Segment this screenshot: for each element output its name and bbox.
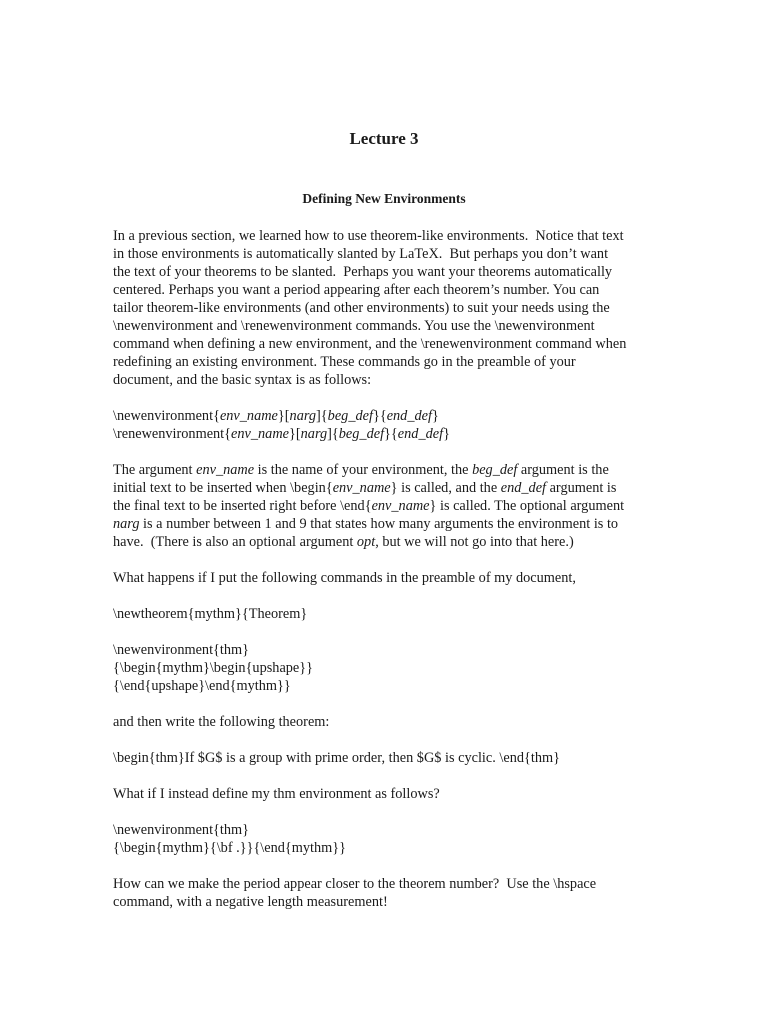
newenvironment-syntax: \newenvironment{env_name}[narg]{beg_def}{end_def} (113, 408, 439, 424)
text-line: The argument env_name is the name of your environment, the beg_def argument is the (113, 462, 609, 478)
code-line: {\end{upshape}\end{mythm}} (113, 678, 291, 694)
text-line: in those environments is automatically slanted by LaTeX. But perhaps you don’t want (113, 246, 609, 262)
alternative-question: What if I instead define my thm environment as follows? (113, 786, 440, 802)
text-line: command, with a negative length measurement! (113, 894, 388, 910)
document-body (113, 227, 673, 911)
code-line: {\begin{mythm}\begin{upshape}} (113, 660, 314, 676)
renewenvironment-syntax: \renewenvironment{env_name}[narg]{beg_def}{end_def} (113, 426, 450, 442)
theorem-example-code: \begin{thm}If $G$ is a group with prime order, then $G$ is cyclic. \end{thm} (113, 750, 560, 766)
text-line: the final text to be inserted right before \end{env_name} is called. The optional argument (113, 498, 625, 514)
text-line: redefining an existing environment. These commands go in the preamble of your (113, 354, 576, 370)
text-line: \newenvironment and \renewenvironment commands. You use the \newenvironment (113, 318, 595, 334)
text-line: document, and the basic syntax is as follows: (113, 372, 372, 388)
section-heading: Defining New Environments (302, 191, 466, 206)
text-line: the text of your theorems to be slanted. Perhaps you want your theorems automatically (113, 264, 613, 280)
alternative-definition-code (113, 821, 673, 857)
text-line: tailor theorem-like environments (and other environments) to suit your needs using the (113, 300, 610, 316)
syntax-block (113, 407, 673, 443)
text-line: narg is a number between 1 and 9 that states how many arguments the environment is to (113, 516, 619, 532)
question-paragraph: What happens if I put the following commands in the preamble of my document, (113, 570, 576, 586)
text-line: command when defining a new environment, and the \renewenvironment command when (113, 336, 627, 352)
arguments-paragraph (113, 461, 673, 551)
intro-paragraph (113, 227, 673, 389)
text-line: centered. Perhaps you want a period appearing after each theorem’s number. You can (113, 282, 600, 298)
text-line: initial text to be inserted when \begin{env_name} is called, and the end_def argument is (113, 480, 617, 496)
code-line: \newenvironment{thm} (113, 822, 250, 838)
code-line: {\begin{mythm}{\bf .}}{\end{mythm}} (113, 840, 347, 856)
newtheorem-code: \newtheorem{mythm}{Theorem} (113, 606, 308, 622)
thm-definition-code (113, 641, 673, 695)
code-line: \newenvironment{thm} (113, 642, 250, 658)
followup-paragraph: and then write the following theorem: (113, 714, 330, 730)
text-line: In a previous section, we learned how to use theorem-like environments. Notice that text (113, 228, 624, 244)
closing-paragraph (113, 875, 673, 911)
text-line: have. (There is also an optional argument opt, but we will not go into that here.) (113, 534, 574, 550)
text-line: How can we make the period appear closer to the theorem number? Use the \hspace (113, 876, 597, 892)
lecture-title: Lecture 3 (349, 129, 419, 148)
